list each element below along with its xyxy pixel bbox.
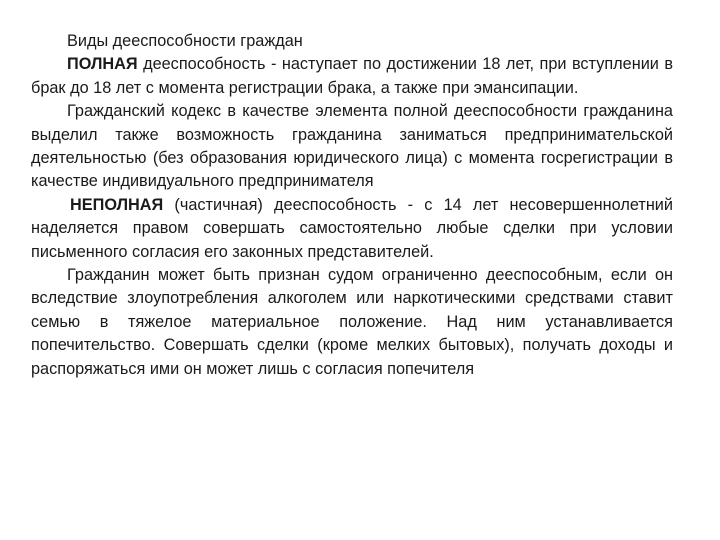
paragraph-text: Гражданин может быть признан судом ограниченно дееспособным, если он вследствие злоупотребления алкоголем или наркотическими средствами ставит семью в тяжелое материальное положение. Над ним устанавливается попечительство. Совершать сделки (кроме мелких бытовых), получать доходы и распоряжаться ими он может лишь с согласия попечителя	[31, 266, 673, 378]
paragraph-partial-capacity	[31, 194, 673, 264]
document-title: Виды дееспособности граждан	[67, 32, 303, 50]
paragraph-text: (частичная) дееспособность - с 14 лет несовершеннолетний наделяется правом совершать самостоятельно любые сделки при условии письменного согласия его законных представителей.	[31, 195, 673, 261]
term-partial: НЕПОЛНАЯ	[70, 195, 164, 214]
document-page	[31, 30, 673, 381]
paragraph-text: Гражданский кодекс в качестве элемента полной дееспособности гражданина выделил также возможность гражданина заниматься предпринимательской деятельностью (без образования юридического лица) с момента госрегистрации в качестве индивидуального предпринимателя	[31, 102, 673, 191]
paragraph-entrepreneur	[31, 100, 673, 194]
term-full: ПОЛНАЯ	[67, 55, 138, 74]
paragraph-text: дееспособность - наступает по достижении 18 лет, при вступлении в брак до 18 лет с момента регистрации брака, а также при эмансипации.	[31, 55, 673, 97]
paragraph-limited-capacity	[31, 264, 673, 381]
paragraph-full-capacity	[31, 53, 673, 100]
